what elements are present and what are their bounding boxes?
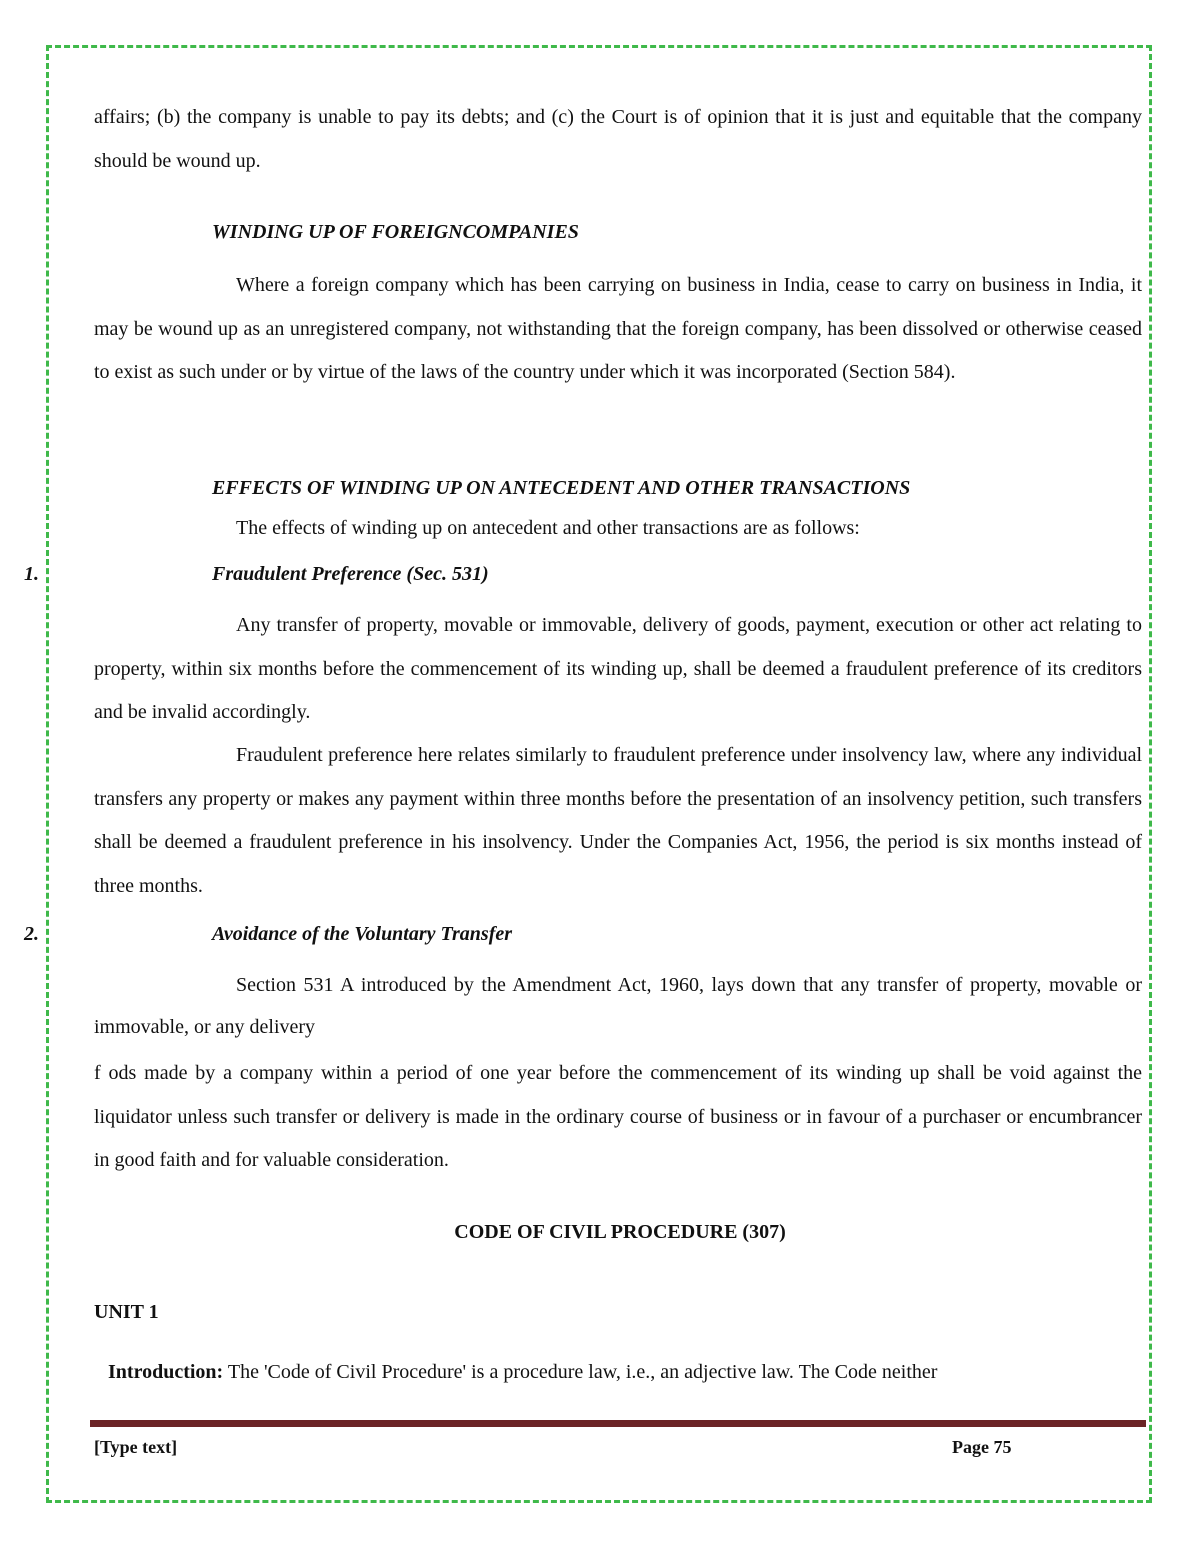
paragraph-voluntary-transfer-2: f ods made by a company within a period of one year before the commencement of its winding up shall be void against the liquidator unless such transfer or delivery is made in the ordinary course of business or in favour of a purchaser or encumbrancer in good faith and for valuable consideration.: [94, 1062, 1142, 1171]
item-1-number: 1.: [24, 563, 39, 585]
paragraph-fraudulent-preference-2: Fraudulent preference here relates similarly to fraudulent preference under insolvency law, where any individual transfers any property or makes any payment within three months before the presentation of an insolvency petition, such transfers shall be deemed a fraudulent preference in his insolvency. Under the Companies Act, 1956, the period is six months instead of three months.: [94, 744, 1142, 897]
heading-winding-up-foreign-companies: WINDING UP OF FOREIGNCOMPANIES: [212, 221, 579, 243]
paragraph-fraudulent-preference-1: Any transfer of property, movable or immovable, delivery of goods, payment, execution or other act relating to property, within six months before the commencement of its winding up, shall be deemed a fraudulent preference of its creditors and be invalid accordingly.: [94, 614, 1142, 723]
item-2-number: 2.: [24, 923, 39, 945]
item-1-heading: Fraudulent Preference (Sec. 531): [212, 563, 489, 585]
effects-intro: The effects of winding up on antecedent and other transactions are as follows:: [236, 517, 860, 539]
section-title-civil-procedure: CODE OF CIVIL PROCEDURE (307): [454, 1221, 786, 1243]
item-2-heading: Avoidance of the Voluntary Transfer: [212, 923, 513, 945]
paragraph-continuation: affairs; (b) the company is unable to pay its debts; and (c) the Court is of opinion that it is just and equitable that the company should be wound up.: [94, 106, 1142, 172]
paragraph-foreign-companies: Where a foreign company which has been carrying on business in India, cease to carry on business in India, it may be wound up as an unregistered company, not withstanding that the foreign company, has been dissolved or otherwise ceased to exist as such under or by virtue of the laws of the country under which it was incorporated (Section 584).: [94, 274, 1142, 383]
introduction-text: The 'Code of Civil Procedure' is a procedure law, i.e., an adjective law. The Code neither: [223, 1361, 938, 1383]
footer-page-number: Page 75: [952, 1437, 1012, 1457]
heading-effects-of-winding-up: EFFECTS OF WINDING UP ON ANTECEDENT AND OTHER TRANSACTIONS: [212, 477, 911, 499]
introduction-label: Introduction:: [108, 1361, 224, 1383]
footer-left-text: [Type text]: [94, 1437, 178, 1457]
footer-rule: [90, 1420, 1146, 1427]
unit-label: UNIT 1: [94, 1301, 159, 1323]
introduction-line: [108, 1360, 937, 1384]
paragraph-voluntary-transfer-1: Section 531 A introduced by the Amendment Act, 1960, lays down that any transfer of property, movable or immovable, or any delivery: [94, 974, 1142, 1038]
